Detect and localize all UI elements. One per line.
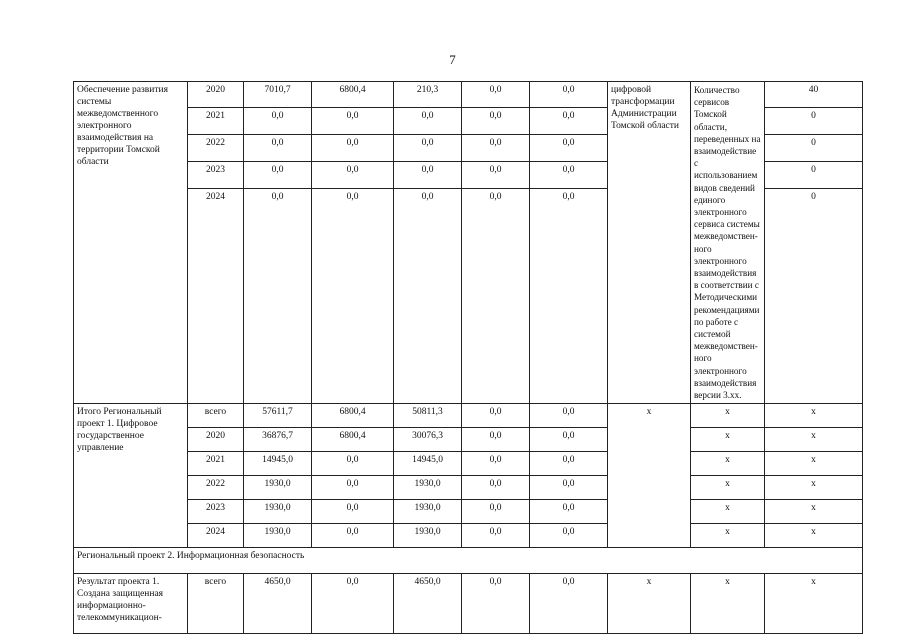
indicator-cell: х	[691, 404, 765, 428]
regional-cell: 0,0	[394, 161, 462, 188]
extra-cell: 0,0	[530, 524, 608, 548]
extra-cell: 0,0	[530, 500, 608, 524]
federal-cell: 0,0	[312, 476, 394, 500]
year-cell: 2024	[188, 189, 244, 404]
regional-cell: 0,0	[394, 108, 462, 134]
indicator-cell: х	[691, 524, 765, 548]
federal-cell: 0,0	[312, 161, 394, 188]
local-cell: 0,0	[462, 134, 530, 161]
indicator-value-cell: 40	[765, 82, 863, 108]
responsible-cell: х	[608, 404, 691, 548]
indicator-value-cell: 0	[765, 189, 863, 404]
year-cell: 2023	[188, 500, 244, 524]
total-cell: 4650,0	[244, 574, 312, 634]
regional-cell: 4650,0	[394, 574, 462, 634]
local-cell: 0,0	[462, 189, 530, 404]
local-cell: 0,0	[462, 161, 530, 188]
total-cell: 7010,7	[244, 82, 312, 108]
indicator-value-cell: х	[765, 476, 863, 500]
year-cell: всего	[188, 404, 244, 428]
year-cell: 2022	[188, 476, 244, 500]
extra-cell: 0,0	[530, 189, 608, 404]
extra-cell: 0,0	[530, 452, 608, 476]
extra-cell: 0,0	[530, 134, 608, 161]
event-name-cell: Обеспечение развития системы межведомственного электронного взаимодействия на территории Томской области	[74, 82, 188, 404]
year-cell: 2023	[188, 161, 244, 188]
local-cell: 0,0	[462, 428, 530, 452]
extra-cell: 0,0	[530, 82, 608, 108]
page-number: 7	[449, 52, 456, 67]
local-cell: 0,0	[462, 108, 530, 134]
total-cell: 1930,0	[244, 500, 312, 524]
indicator-value-cell: 0	[765, 161, 863, 188]
indicator-value-cell: х	[765, 428, 863, 452]
table-row	[74, 404, 863, 428]
federal-cell: 6800,4	[312, 404, 394, 428]
year-cell: 2022	[188, 134, 244, 161]
total-cell: 0,0	[244, 189, 312, 404]
federal-cell: 0,0	[312, 189, 394, 404]
year-cell: 2021	[188, 452, 244, 476]
year-cell: 2024	[188, 524, 244, 548]
local-cell: 0,0	[462, 476, 530, 500]
regional-cell: 50811,3	[394, 404, 462, 428]
regional-cell: 0,0	[394, 189, 462, 404]
table-row	[74, 524, 863, 548]
responsible-cell: х	[608, 574, 691, 634]
total-cell: 57611,7	[244, 404, 312, 428]
indicator-cell: х	[691, 428, 765, 452]
result-name-cell: Результат проекта 1. Создана защищенная информационно-телекоммуникацион-	[74, 574, 188, 634]
budget-table	[73, 81, 863, 634]
total-cell: 0,0	[244, 134, 312, 161]
local-cell: 0,0	[462, 524, 530, 548]
indicator-cell: х	[691, 476, 765, 500]
extra-cell: 0,0	[530, 108, 608, 134]
project-total-name-cell: Итого Региональный проект 1. Цифровое государственное управление	[74, 404, 188, 548]
indicator-value-cell: х	[765, 452, 863, 476]
table-row	[74, 452, 863, 476]
year-cell: 2020	[188, 82, 244, 108]
table-row	[74, 574, 863, 634]
table-row	[74, 428, 863, 452]
federal-cell: 0,0	[312, 108, 394, 134]
indicator-cell: х	[691, 500, 765, 524]
federal-cell: 6800,4	[312, 428, 394, 452]
indicator-value-cell: х	[765, 574, 863, 634]
extra-cell: 0,0	[530, 404, 608, 428]
regional-cell: 1930,0	[394, 500, 462, 524]
year-cell: всего	[188, 574, 244, 634]
extra-cell: 0,0	[530, 161, 608, 188]
table-row	[74, 82, 863, 108]
local-cell: 0,0	[462, 82, 530, 108]
indicator-value-cell: х	[765, 500, 863, 524]
total-cell: 0,0	[244, 108, 312, 134]
local-cell: 0,0	[462, 574, 530, 634]
federal-cell: 0,0	[312, 452, 394, 476]
federal-cell: 6800,4	[312, 82, 394, 108]
indicator-cell: х	[691, 574, 765, 634]
total-cell: 36876,7	[244, 428, 312, 452]
indicator-cell: х	[691, 452, 765, 476]
table-row	[74, 548, 863, 574]
table-row	[74, 476, 863, 500]
responsible-cell: цифровой трансформации Администрации Томской области	[608, 82, 691, 404]
extra-cell: 0,0	[530, 476, 608, 500]
regional-cell: 1930,0	[394, 524, 462, 548]
extra-cell: 0,0	[530, 428, 608, 452]
total-cell: 0,0	[244, 161, 312, 188]
federal-cell: 0,0	[312, 500, 394, 524]
indicator-value-cell: х	[765, 404, 863, 428]
regional-cell: 1930,0	[394, 476, 462, 500]
indicator-cell: Количество сервисов Томской области, переведенных на взаимодействие с использованием видов сведений единого электронного сервиса системы межведомствен-ного электронного взаимодействия в соответствии с Методическими рекомендациями по работе с системой межведомствен-ного электронного взаимодействия версии 3.хх.	[691, 82, 765, 404]
local-cell: 0,0	[462, 500, 530, 524]
regional-cell: 210,3	[394, 82, 462, 108]
year-cell: 2021	[188, 108, 244, 134]
total-cell: 1930,0	[244, 476, 312, 500]
section-title: Региональный проект 2. Информационная безопасность	[74, 548, 863, 574]
indicator-value-cell: 0	[765, 134, 863, 161]
regional-cell: 14945,0	[394, 452, 462, 476]
federal-cell: 0,0	[312, 134, 394, 161]
federal-cell: 0,0	[312, 524, 394, 548]
extra-cell: 0,0	[530, 574, 608, 634]
table-row	[74, 500, 863, 524]
total-cell: 14945,0	[244, 452, 312, 476]
indicator-value-cell: х	[765, 524, 863, 548]
regional-cell: 0,0	[394, 134, 462, 161]
local-cell: 0,0	[462, 404, 530, 428]
federal-cell: 0,0	[312, 574, 394, 634]
year-cell: 2020	[188, 428, 244, 452]
regional-cell: 30076,3	[394, 428, 462, 452]
local-cell: 0,0	[462, 452, 530, 476]
total-cell: 1930,0	[244, 524, 312, 548]
indicator-value-cell: 0	[765, 108, 863, 134]
